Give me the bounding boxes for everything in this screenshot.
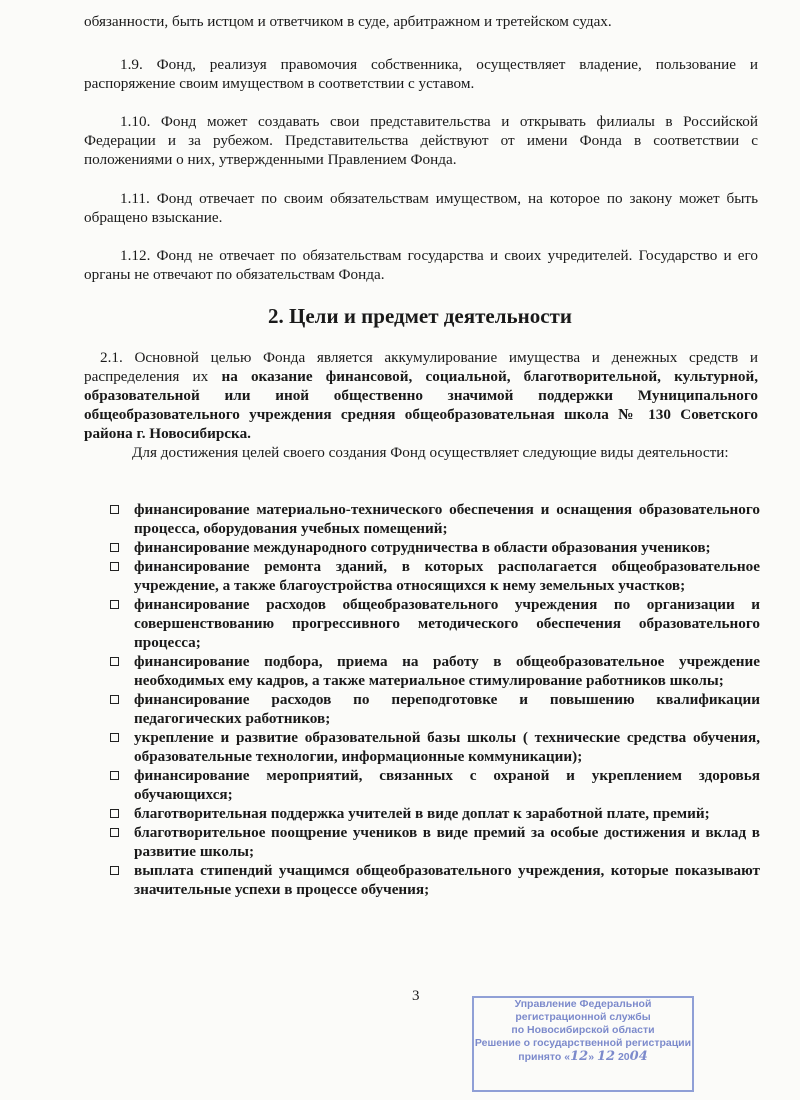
square-bullet-icon — [110, 562, 119, 571]
list-item: выплата стипендий учащимся общеобразовательного учреждения, которые показывают значительные успехи в процессе обучения; — [108, 861, 760, 899]
list-item: финансирование ремонта зданий, в которых располагается общеобразовательное учреждение, а также благоустройства относящихся к нему земельных участков; — [108, 557, 760, 595]
square-bullet-icon — [110, 866, 119, 875]
registration-stamp — [472, 996, 694, 1092]
paragraph-2-1 — [84, 348, 758, 443]
paragraph-2-1-activities-intro: Для достижения целей своего создания Фонд осуществляет следующие виды деятельности: — [132, 444, 729, 461]
square-bullet-icon — [110, 809, 119, 818]
list-item: финансирование международного сотрудничества в области образования учеников; — [108, 538, 760, 557]
paragraph-1-9: 1.9. Фонд, реализуя правомочия собственника, осуществляет владение, пользование и распоряжение своим имуществом в соответствии с уставом. — [84, 56, 758, 92]
square-bullet-icon — [110, 828, 119, 837]
stamp-line-5: принято «12» 12 2004 — [518, 1049, 648, 1064]
list-item: финансирование расходов по переподготовке и повышению квалификации педагогических работников; — [108, 690, 760, 728]
list-item: благотворительное поощрение учеников в виде премий за особые достижения и вклад в развитие школы; — [108, 823, 760, 861]
stamp-line-2: регистрационной службы — [515, 1011, 651, 1023]
paragraph-1-12: 1.12. Фонд не отвечает по обязательствам государства и своих учредителей. Государство и его органы не отвечают по обязательствам Фонда. — [84, 247, 758, 283]
section-heading: 2. Цели и предмет деятельности — [268, 304, 572, 328]
list-item: финансирование материально-технического обеспечения и оснащения образовательного процесса, оборудования учебных помещений; — [108, 500, 760, 538]
square-bullet-icon — [110, 505, 119, 514]
list-item: финансирование мероприятий, связанных с охраной и укреплением здоровья обучающихся; — [108, 766, 760, 804]
stamp-day: 12 — [570, 1049, 589, 1064]
square-bullet-icon — [110, 543, 119, 552]
stamp-line-1: Управление Федеральной — [514, 998, 652, 1010]
paragraph-2-1-normal: 2.1. Основной целью Фонда является аккумулирование имущества и денежных средств и распределения их — [84, 349, 758, 385]
square-bullet-icon — [110, 695, 119, 704]
paragraph-1-10: 1.10. Фонд может создавать свои представительства и открывать филиалы в Российской Федерации и за рубежом. Представительства действуют от имени Фонда в соответствии с положениями о них, утвержденными Правлением Фонда. — [84, 113, 758, 168]
activities-list — [108, 500, 760, 899]
paragraph-1-11: 1.11. Фонд отвечает по своим обязательствам имуществом, на которое по закону может быть обращено взыскание. — [84, 190, 758, 226]
list-item: укрепление и развитие образовательной базы школы ( технические средства обучения, образовательные технологии, информационные коммуникации); — [108, 728, 760, 766]
list-item: финансирование подбора, приема на работу в общеобразовательное учреждение необходимых ему кадров, а также материальное стимулирование работников школы; — [108, 652, 760, 690]
paragraph-continuation: обязанности, быть истцом и ответчиком в суде, арбитражном и третейском судах. — [84, 13, 612, 30]
list-item: финансирование расходов общеобразовательного учреждения по организации и совершенствованию прогрессивного методического обеспечения образовательного процесса; — [108, 595, 760, 652]
stamp-line-3: по Новосибирской области — [511, 1024, 655, 1036]
square-bullet-icon — [110, 733, 119, 742]
paragraph-2-1-bold: на оказание финансовой, социальной, благотворительной, культурной, образовательной или иной общественно значимой поддержки Муниципального общеобразовательного учреждения средняя общеобразовательная школа № 130 Советского района г. Новосибирска. — [84, 368, 758, 442]
square-bullet-icon — [110, 771, 119, 780]
stamp-line-4: Решение о государственной регистрации — [474, 1037, 692, 1049]
square-bullet-icon — [110, 657, 119, 666]
list-item: благотворительная поддержка учителей в виде доплат к заработной плате, премий; — [108, 804, 760, 823]
square-bullet-icon — [110, 600, 119, 609]
page-number: 3 — [412, 988, 420, 1004]
stamp-month: 12 — [596, 1049, 616, 1064]
stamp-year: 04 — [629, 1049, 648, 1064]
